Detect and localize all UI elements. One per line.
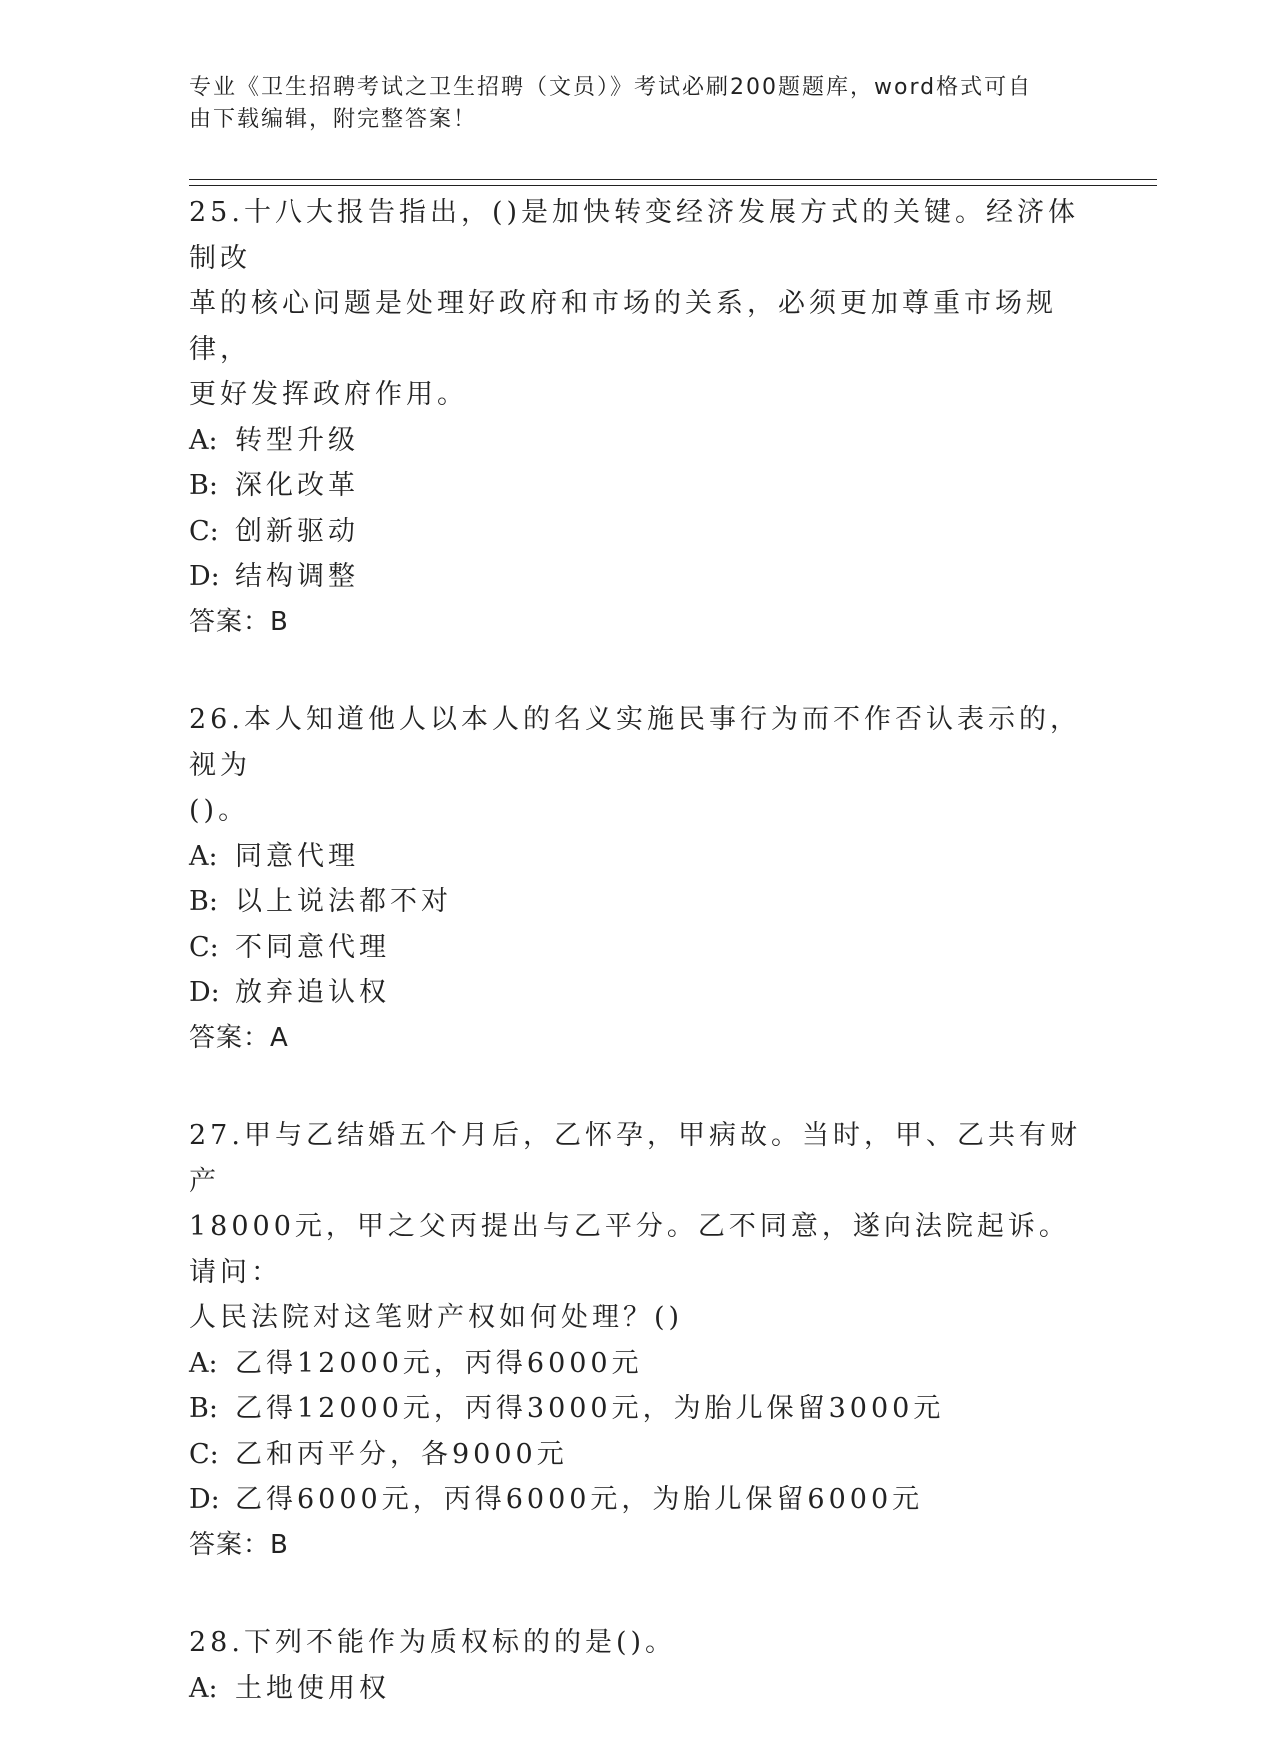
header-double-rule	[189, 179, 1157, 186]
answer-line: 答案：B	[189, 1529, 289, 1560]
question-stem-line: 28.下列不能作为质权标的的是()。	[189, 1627, 677, 1658]
answer-line: 答案：B	[189, 606, 289, 637]
option-d	[189, 1477, 1089, 1523]
option-letter: A:	[189, 1672, 218, 1704]
option-b	[189, 463, 1089, 509]
option-letter: C:	[189, 515, 219, 547]
option-text: 以上说法都不对	[235, 886, 452, 917]
question-26	[189, 697, 1089, 1061]
option-text: 放弃追认权	[235, 977, 390, 1008]
option-a	[189, 1341, 1089, 1387]
option-d	[189, 970, 1089, 1016]
question-27	[189, 1113, 1089, 1568]
option-letter: D:	[189, 977, 220, 1008]
option-letter: D:	[189, 1484, 220, 1515]
question-stem-line: 27.甲与乙结婚五个月后，乙怀孕，甲病故。当时，甲、乙共有财产	[189, 1120, 1081, 1197]
option-letter: D:	[189, 561, 220, 592]
option-text: 同意代理	[235, 840, 359, 872]
answer-line: 答案：A	[189, 1022, 289, 1053]
option-text: 创新驱动	[235, 515, 359, 547]
option-letter: A:	[189, 1347, 218, 1379]
question-25	[189, 190, 1089, 645]
option-c	[189, 509, 1089, 555]
option-letter: B:	[189, 470, 218, 501]
header-line-2: 由下载编辑，附完整答案！	[189, 107, 478, 132]
question-list	[189, 190, 1089, 1763]
option-text: 乙得12000元，丙得6000元	[235, 1347, 643, 1379]
option-b	[189, 879, 1089, 925]
question-stem-line: 人民法院对这笔财产权如何处理？()	[189, 1302, 684, 1333]
question-stem-line: 26.本人知道他人以本人的名义实施民事行为而不作否认表示的，视为	[189, 704, 1081, 781]
option-text: 乙得6000元，丙得6000元，为胎儿保留6000元	[235, 1484, 924, 1515]
option-c	[189, 925, 1089, 971]
option-text: 乙和丙平分，各9000元	[235, 1438, 568, 1470]
option-letter: B:	[189, 886, 218, 917]
header-line-1: 专业《卫生招聘考试之卫生招聘（文员）》考试必刷200题题库，word格式可自	[189, 75, 1033, 100]
option-text: 结构调整	[235, 561, 359, 592]
option-text: 土地使用权	[235, 1672, 390, 1704]
option-letter: A:	[189, 424, 218, 456]
option-a	[189, 418, 1089, 464]
option-text: 深化改革	[235, 470, 359, 501]
option-b	[189, 1386, 1089, 1432]
question-stem-line: ()。	[189, 795, 250, 826]
option-letter: C:	[189, 931, 219, 963]
option-letter: B:	[189, 1393, 218, 1424]
option-a	[189, 834, 1089, 880]
question-stem-line: 25.十八大报告指出，()是加快转变经济发展方式的关键。经济体制改	[189, 197, 1080, 274]
question-28	[189, 1620, 1089, 1711]
option-c	[189, 1432, 1089, 1478]
option-letter: A:	[189, 840, 218, 872]
option-letter: C:	[189, 1438, 219, 1470]
option-d	[189, 554, 1089, 600]
question-stem-line: 18000元，甲之父丙提出与乙平分。乙不同意，遂向法院起诉。请问：	[189, 1211, 1070, 1288]
option-text: 转型升级	[235, 424, 359, 456]
question-stem-line: 革的核心问题是处理好政府和市场的关系，必须更加尊重市场规律，	[189, 288, 1057, 365]
page-header	[189, 72, 1089, 136]
option-text: 乙得12000元，丙得3000元，为胎儿保留3000元	[235, 1393, 945, 1424]
option-a	[189, 1666, 1089, 1712]
question-stem-line: 更好发挥政府作用。	[189, 379, 468, 410]
option-text: 不同意代理	[235, 931, 390, 963]
